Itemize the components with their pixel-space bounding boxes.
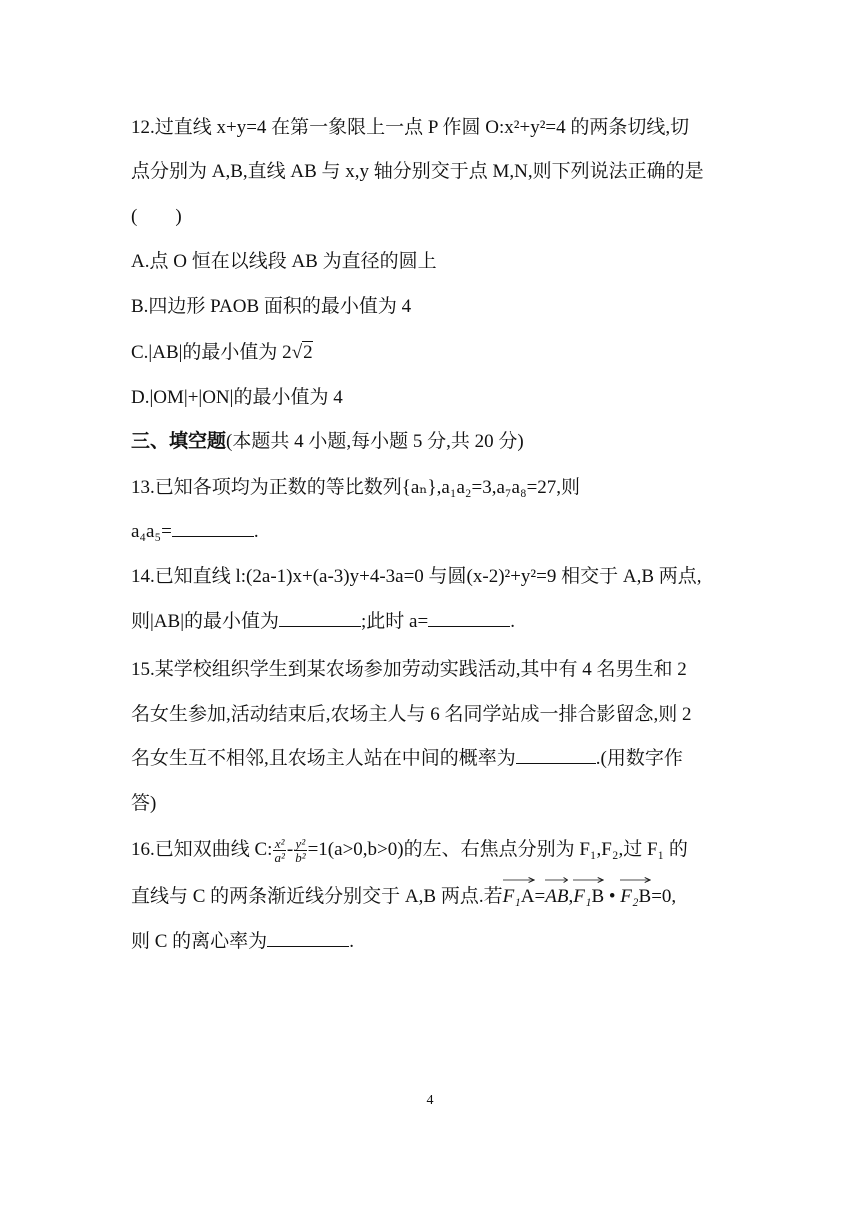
answer-blank — [428, 608, 510, 627]
q15-line-3 — [131, 745, 683, 773]
answer-blank — [279, 608, 361, 627]
q12-option-c — [131, 339, 313, 367]
page-number: 4 — [426, 1093, 434, 1108]
fraction-numerator: y² — [295, 836, 306, 852]
period: . — [253, 521, 259, 542]
q13-line-2 — [131, 518, 259, 546]
q14-text: 则|AB|的最小值为 — [131, 611, 280, 632]
vector-F1A — [503, 883, 535, 911]
q12-option-d: D.|OM|+|ON|的最小值为 4 — [131, 387, 343, 408]
vector-arrow-icon — [573, 877, 604, 883]
vector-label: AB — [545, 886, 569, 907]
fraction-x2-a2 — [273, 837, 285, 864]
answer-blank — [267, 928, 349, 947]
vector-label: B — [638, 886, 652, 907]
q12-line-1: 12.过直线 x+y=4 在第一象限上一点 P 作圆 O:x²+y²=4 的两条切线,切 — [131, 117, 690, 138]
q16-text: 16.已知双曲线 C: — [131, 839, 273, 860]
answer-blank — [172, 518, 254, 537]
radicand: 2 — [303, 342, 313, 363]
vector-arrow-icon — [503, 877, 535, 883]
comma: , — [568, 886, 574, 907]
q12-answer-paren: ( ) — [131, 206, 182, 227]
vector-label: A — [520, 886, 535, 907]
fraction-y2-b2 — [294, 837, 306, 864]
section-title: 三、填空题 — [131, 431, 227, 452]
q14-text-mid: ;此时 a= — [361, 611, 429, 632]
sqrt-symbol — [292, 339, 313, 367]
q16-line-3 — [131, 928, 354, 956]
vector-label: B — [591, 886, 605, 907]
radical-sign: √ — [291, 342, 303, 363]
q12-line-2: 点分别为 A,B,直线 AB 与 x,y 轴分别交于点 M,N,则下列说法正确的是 — [131, 161, 704, 182]
q12-option-a: A.点 O 恒在以线段 AB 为直径的圆上 — [131, 251, 437, 272]
fraction-numerator: x² — [274, 836, 285, 852]
period: . — [349, 931, 354, 952]
section-note: (本题共 4 小题,每小题 5 分,共 20 分) — [226, 431, 524, 452]
vector-arrow-icon — [545, 877, 568, 883]
equals-sign: = — [534, 886, 546, 907]
q15-text: 名女生互不相邻,且农场主人站在中间的概率为 — [131, 748, 516, 769]
period: . — [510, 611, 515, 632]
vector-AB — [545, 883, 568, 911]
vector-label: F₁ — [573, 886, 592, 907]
vector-F2B — [620, 883, 651, 911]
answer-blank — [516, 745, 596, 764]
q15-text-suffix: .(用数字作 — [595, 748, 683, 769]
q16-text-suffix: =1(a>0,b>0)的左、右焦点分别为 F₁,F₂,过 F₁ 的 — [307, 839, 688, 860]
fraction-denominator: b² — [295, 850, 306, 866]
q16-line-2 — [131, 883, 676, 911]
fraction-denominator: a² — [274, 850, 285, 866]
q12-option-b: B.四边形 PAOB 面积的最小值为 4 — [131, 296, 412, 317]
q14-line-2 — [131, 608, 515, 636]
dot-operator: • — [604, 886, 621, 907]
q13-expression: a₄a₅= — [131, 521, 172, 542]
q16-text-suffix: =0, — [651, 886, 677, 907]
q14-line-1: 14.已知直线 l:(2a-1)x+(a-3)y+4-3a=0 与圆(x-2)²+y²=9 相交于 A,B 两点, — [131, 566, 702, 587]
vector-label: F₁ — [502, 886, 521, 907]
minus-sign: - — [286, 839, 294, 860]
q15-line-4: 答) — [131, 793, 157, 814]
q12-option-c-text: C.|AB|的最小值为 2 — [131, 342, 292, 363]
section-heading — [131, 428, 524, 456]
vector-label: F₂ — [620, 886, 639, 907]
q16-text: 直线与 C 的两条渐近线分别交于 A,B 两点.若 — [131, 886, 503, 907]
q16-line-1 — [131, 836, 688, 864]
vector-arrow-icon — [620, 877, 651, 883]
q15-line-2: 名女生参加,活动结束后,农场主人与 6 名同学站成一排合影留念,则 2 — [131, 704, 692, 725]
vector-F1B — [573, 883, 604, 911]
q16-text: 则 C 的离心率为 — [131, 931, 268, 952]
q15-line-1: 15.某学校组织学生到某农场参加劳动实践活动,其中有 4 名男生和 2 — [131, 659, 687, 680]
q13-line-1: 13.已知各项均为正数的等比数列{aₙ},a₁a₂=3,a₇a₈=27,则 — [131, 477, 581, 498]
